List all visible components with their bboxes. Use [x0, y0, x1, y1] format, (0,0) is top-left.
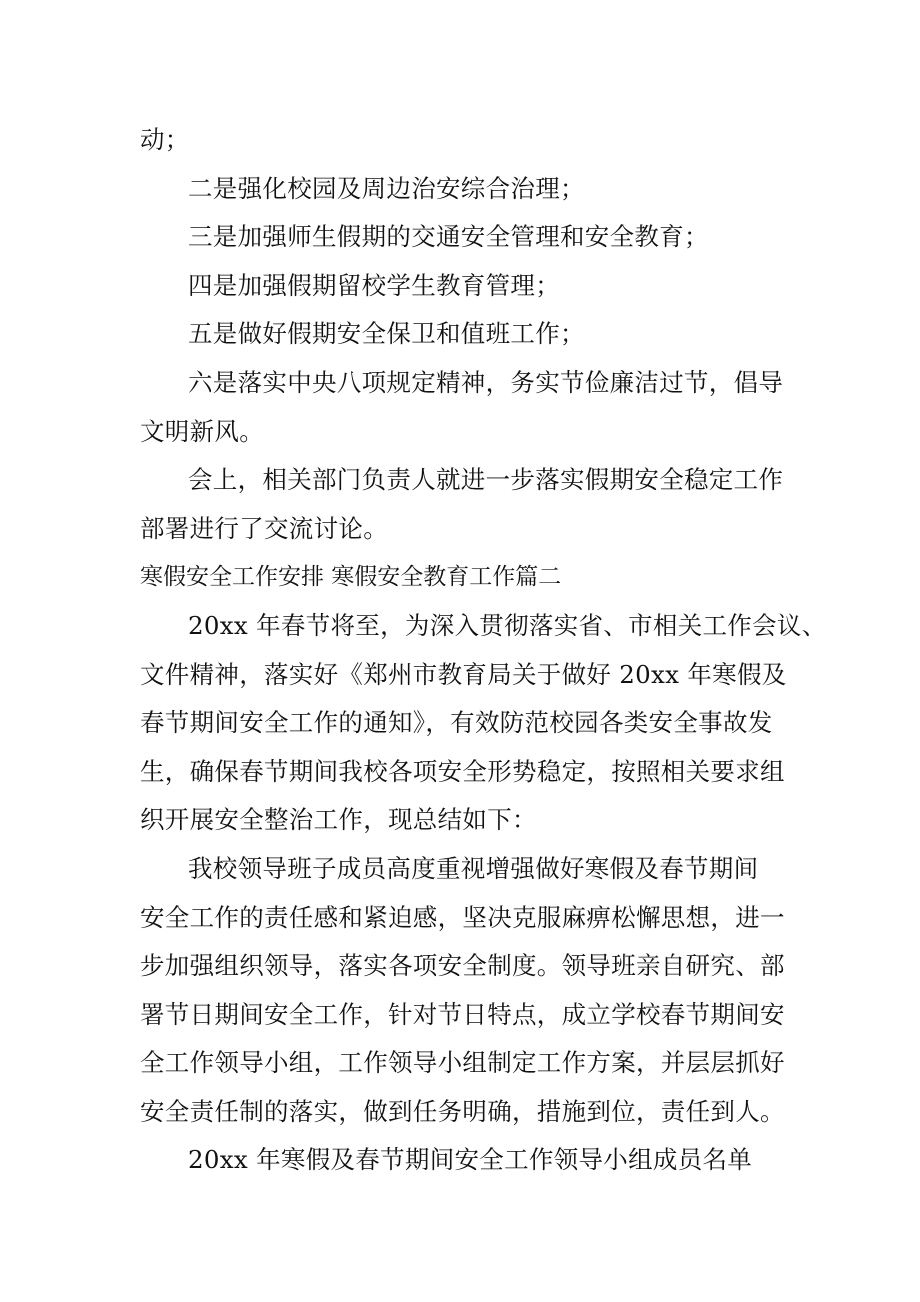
text-line: 步加强组织领导，落实各项安全制度。领导班亲自研究、部 — [140, 951, 785, 981]
text-line: 全工作领导小组，工作领导小组制定工作方案，并层层抓好 — [140, 1048, 785, 1078]
text-line: 二是强化校园及周边治安综合治理； — [188, 173, 585, 203]
text-line: 会上，相关部门负责人就进一步落实假期安全稳定工作 — [188, 465, 784, 495]
text-line: 文明新风。 — [140, 416, 264, 446]
text-line: 动； — [140, 125, 190, 154]
text-line: 春节期间安全工作的通知》，有效防范校园各类安全事故发 — [140, 708, 773, 738]
section-heading: 寒假安全工作安排 寒假安全教育工作篇二 — [140, 564, 562, 591]
text-line: 我校领导班子成员高度重视增强做好寒假及春节期间 — [188, 853, 759, 883]
text-line: 安全工作的责任感和紧迫感，坚决克服麻痹松懈思想，进一 — [140, 902, 785, 932]
document-body — [140, 116, 827, 1185]
text-line: 部署进行了交流讨论。 — [140, 513, 388, 543]
text-line: 五是做好假期安全保卫和值班工作； — [188, 319, 585, 349]
text-line: 四是加强假期留校学生教育管理； — [188, 270, 560, 300]
text-line: 20xx 年寒假及春节期间安全工作领导小组成员名单 — [188, 1145, 753, 1175]
text-line: 织开展安全整治工作，现总结如下： — [140, 805, 537, 835]
text-line: 文件精神，落实好《郑州市教育局关于做好 20xx 年寒假及 — [140, 659, 787, 689]
text-line: 三是加强师生假期的交通安全管理和安全教育； — [188, 222, 709, 252]
text-line: 生，确保春节期间我校各项安全形势稳定，按照相关要求组 — [140, 756, 785, 786]
text-line: 六是落实中央八项规定精神，务实节俭廉洁过节，倡导 — [188, 367, 784, 397]
text-line: 20xx 年春节将至，为深入贯彻落实省、市相关工作会议、 — [188, 610, 827, 640]
text-line: 署节日期间安全工作，针对节日特点，成立学校春节期间安 — [140, 999, 785, 1029]
text-line: 安全责任制的落实，做到任务明确，措施到位，责任到人。 — [140, 1096, 785, 1126]
